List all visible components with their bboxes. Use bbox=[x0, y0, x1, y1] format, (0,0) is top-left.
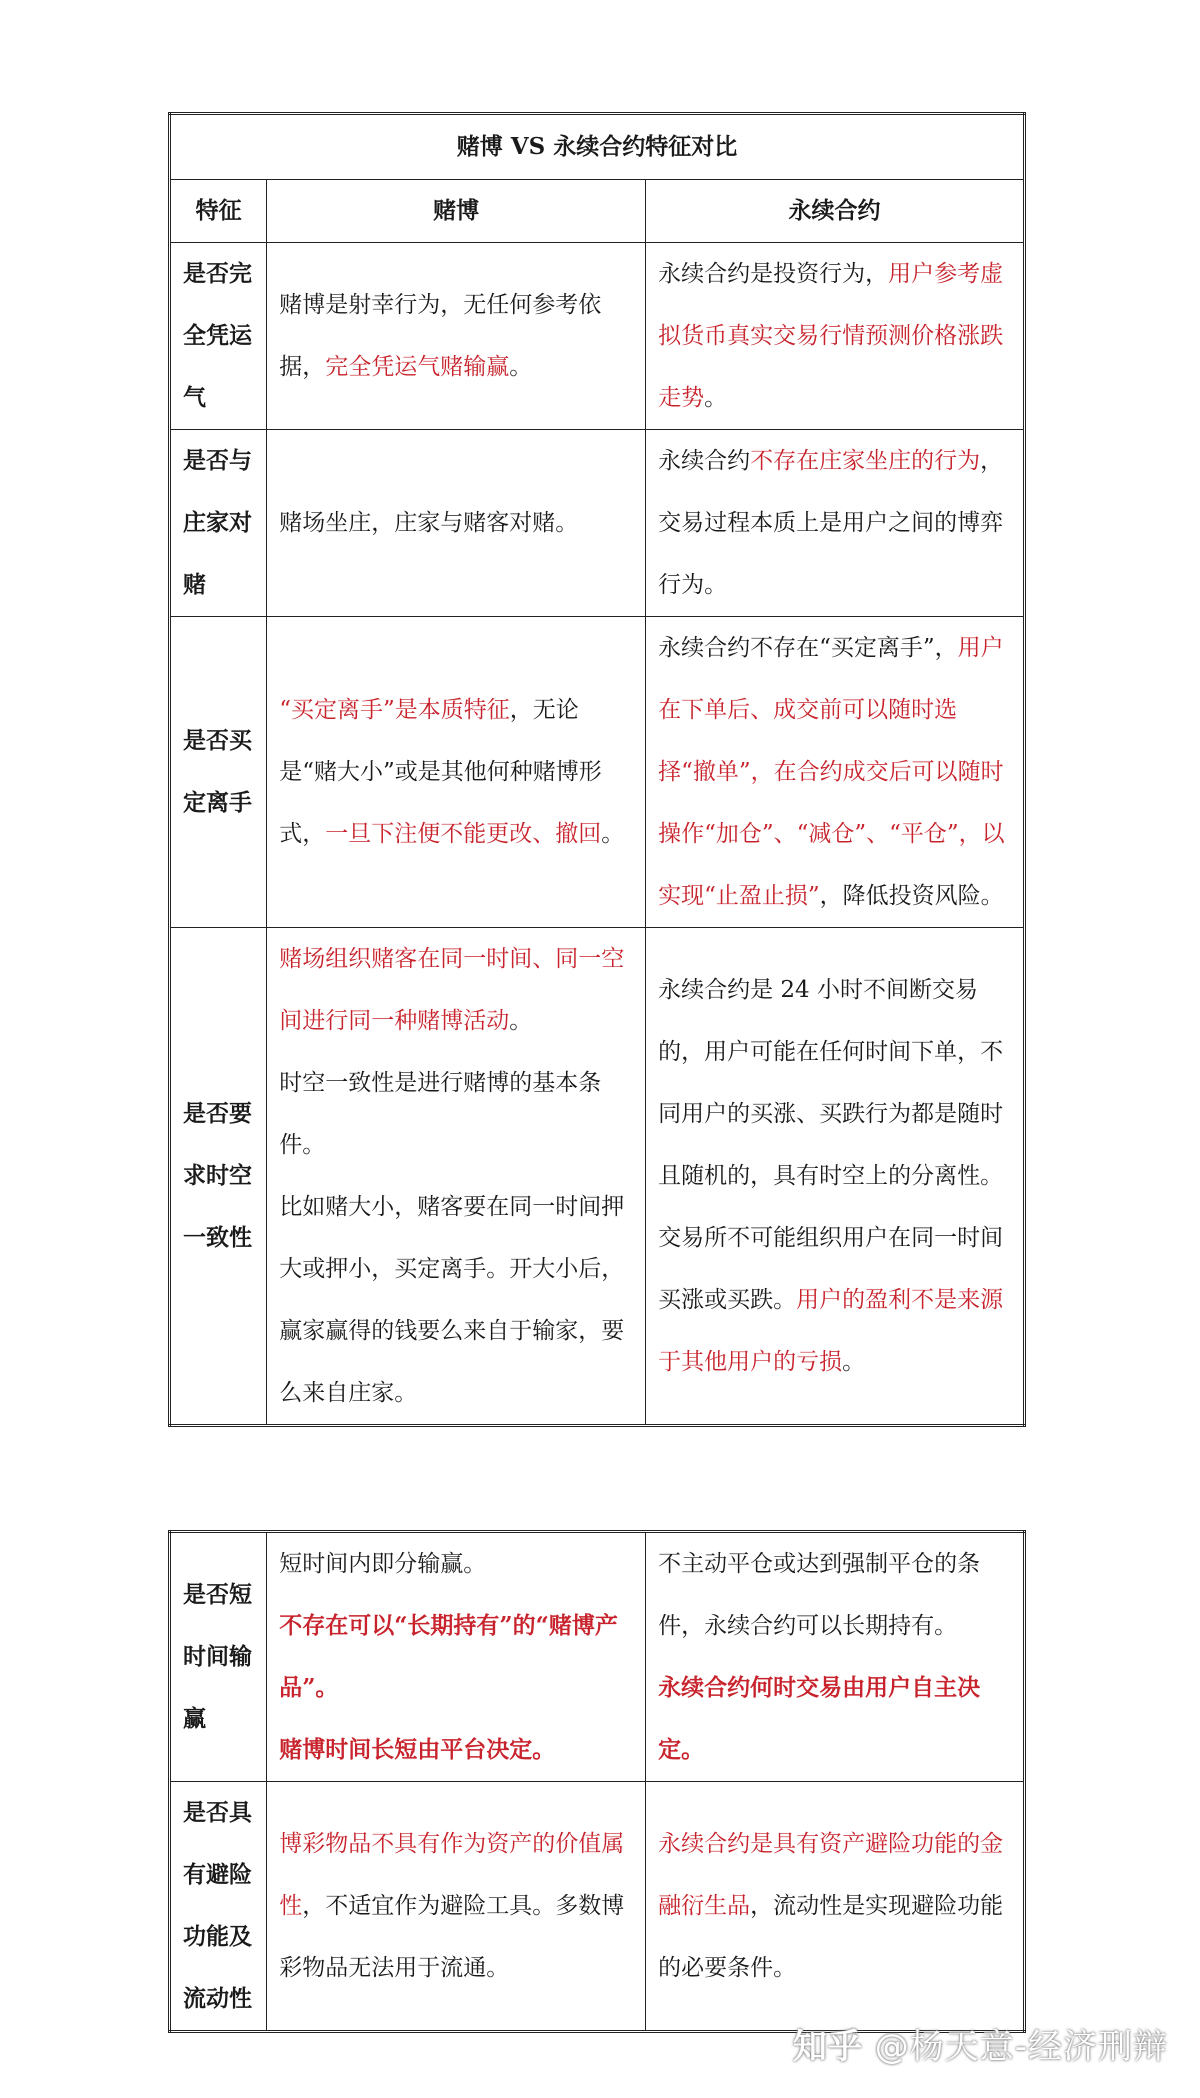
cell-paragraph bbox=[279, 928, 633, 1052]
highlighted-text: 永续合约何时交易由用户自主决定。 bbox=[658, 1674, 981, 1763]
contract-cell bbox=[646, 1782, 1025, 2032]
cell-text: 不主动平仓或达到强制平仓的条件，永续合约可以长期持有。 bbox=[658, 1551, 981, 1639]
cell-text: 。 bbox=[509, 354, 533, 380]
table-title: 赌博 VS 永续合约特征对比 bbox=[170, 114, 1025, 180]
highlighted-text: 永续合约是具有资产避险功能的金融衍生品 bbox=[658, 1831, 1004, 1919]
highlighted-text: 完全凭运气赌输赢 bbox=[325, 354, 510, 380]
comparison-table-part-1 bbox=[168, 112, 1026, 1427]
cell-text: 永续合约是 24 小时不间断交易的，用户可能在任何时间下单，不同用户的买涨、买跌行为都是随时且随机的，具有时空上的分离性。交易所不可能组织用户在同一时间买涨或买跌。 bbox=[658, 977, 1004, 1313]
cell-text: 。 bbox=[842, 1349, 866, 1375]
cell-text: ，交易过程本质上是用户之间的博弈行为。 bbox=[658, 448, 1004, 598]
cell-text: ，不适宜作为避险工具。多数博彩物品无法用于流通。 bbox=[279, 1893, 625, 1981]
highlighted-text: 不存在庄家坐庄的行为 bbox=[750, 448, 981, 474]
cell-text: 赌博是射幸行为，无任何参考依据， bbox=[279, 292, 602, 380]
highlighted-text: 赌场组织赌客在同一时间、同一空间进行同一种赌博活动 bbox=[279, 946, 625, 1034]
contract-cell bbox=[646, 243, 1025, 430]
gambling-cell bbox=[267, 1782, 646, 2032]
header-gambling: 赌博 bbox=[267, 180, 646, 243]
feature-cell: 是否完全凭运气 bbox=[170, 243, 267, 430]
contract-cell bbox=[646, 1532, 1025, 1782]
cell-text: 。 bbox=[704, 385, 728, 411]
cell-paragraph bbox=[279, 1052, 633, 1176]
header-contract: 永续合约 bbox=[646, 180, 1025, 243]
gambling-cell bbox=[267, 1532, 646, 1782]
cell-paragraph bbox=[279, 1719, 633, 1781]
highlighted-text: 博彩物品不具有作为资产的价值属性 bbox=[279, 1831, 625, 1919]
cell-text: ，降低投资风险。 bbox=[819, 883, 1004, 909]
highlighted-text: 不存在可以“长期持有”的“赌博产品”。 bbox=[279, 1612, 618, 1701]
highlighted-text: 用户在下单后、成交前可以随时选择“撤单”，在合约成交后可以随时操作“加仓”、“减仓”、“平仓”，以实现“止盈止损” bbox=[658, 635, 1005, 909]
cell-text: 赌场坐庄，庄家与赌客对赌。 bbox=[279, 510, 579, 536]
table-row bbox=[170, 928, 1025, 1426]
table-row bbox=[170, 1532, 1025, 1782]
feature-cell: 是否具有避险功能及流动性 bbox=[170, 1782, 267, 2032]
cell-text: 时空一致性是进行赌博的基本条件。 bbox=[279, 1070, 602, 1158]
cell-text: 永续合约是投资行为， bbox=[658, 261, 889, 287]
highlighted-text: “买定离手”是本质特征 bbox=[279, 697, 510, 723]
contract-cell bbox=[646, 928, 1025, 1426]
cell-text: 。 bbox=[601, 821, 625, 847]
cell-paragraph bbox=[658, 1533, 1011, 1657]
cell-text: 永续合约不存在“买定离手”， bbox=[658, 635, 958, 661]
cell-text: 短时间内即分输赢。 bbox=[279, 1551, 487, 1577]
gambling-cell bbox=[267, 617, 646, 928]
zhihu-watermark bbox=[793, 2019, 1168, 2068]
header-feature: 特征 bbox=[170, 180, 267, 243]
table-row bbox=[170, 430, 1025, 617]
comparison-table-part-2 bbox=[168, 1530, 1026, 2033]
feature-cell: 是否要求时空一致性 bbox=[170, 928, 267, 1426]
cell-paragraph bbox=[279, 1533, 633, 1595]
contract-cell bbox=[646, 617, 1025, 928]
cell-text: ，流动性是实现避险功能的必要条件。 bbox=[658, 1893, 1004, 1981]
cell-text: ，无论是“赌大小”或是其他何种赌博形式， bbox=[279, 697, 602, 847]
gambling-cell bbox=[267, 243, 646, 430]
highlighted-text: 用户的盈利不是来源于其他用户的亏损 bbox=[658, 1287, 1004, 1375]
cell-text: 永续合约 bbox=[658, 448, 751, 474]
watermark-author: @杨天意-经济刑辩 bbox=[874, 2027, 1168, 2067]
cell-text: 比如赌大小，赌客要在同一时间押大或押小，买定离手。开大小后，赢家赢得的钱要么来自于输家，要么来自庄家。 bbox=[279, 1194, 625, 1406]
cell-text: 。 bbox=[509, 1008, 533, 1034]
contract-cell bbox=[646, 430, 1025, 617]
table-row bbox=[170, 1782, 1025, 2032]
table-row bbox=[170, 617, 1025, 928]
highlighted-text: 用户参考虚拟货币真实交易行情预测价格涨跌走势 bbox=[658, 261, 1004, 411]
highlighted-text: 一旦下注便不能更改、撤回 bbox=[325, 821, 602, 847]
cell-paragraph bbox=[279, 1176, 633, 1424]
gambling-cell bbox=[267, 430, 646, 617]
table-row bbox=[170, 243, 1025, 430]
cell-paragraph bbox=[658, 1657, 1011, 1781]
feature-cell: 是否与庄家对赌 bbox=[170, 430, 267, 617]
feature-cell: 是否短时间输赢 bbox=[170, 1532, 267, 1782]
gambling-cell bbox=[267, 928, 646, 1426]
zhihu-logo: 知乎 bbox=[792, 2027, 863, 2067]
feature-cell: 是否买定离手 bbox=[170, 617, 267, 928]
cell-paragraph bbox=[279, 1595, 633, 1719]
highlighted-text: 赌博时间长短由平台决定。 bbox=[279, 1736, 556, 1763]
